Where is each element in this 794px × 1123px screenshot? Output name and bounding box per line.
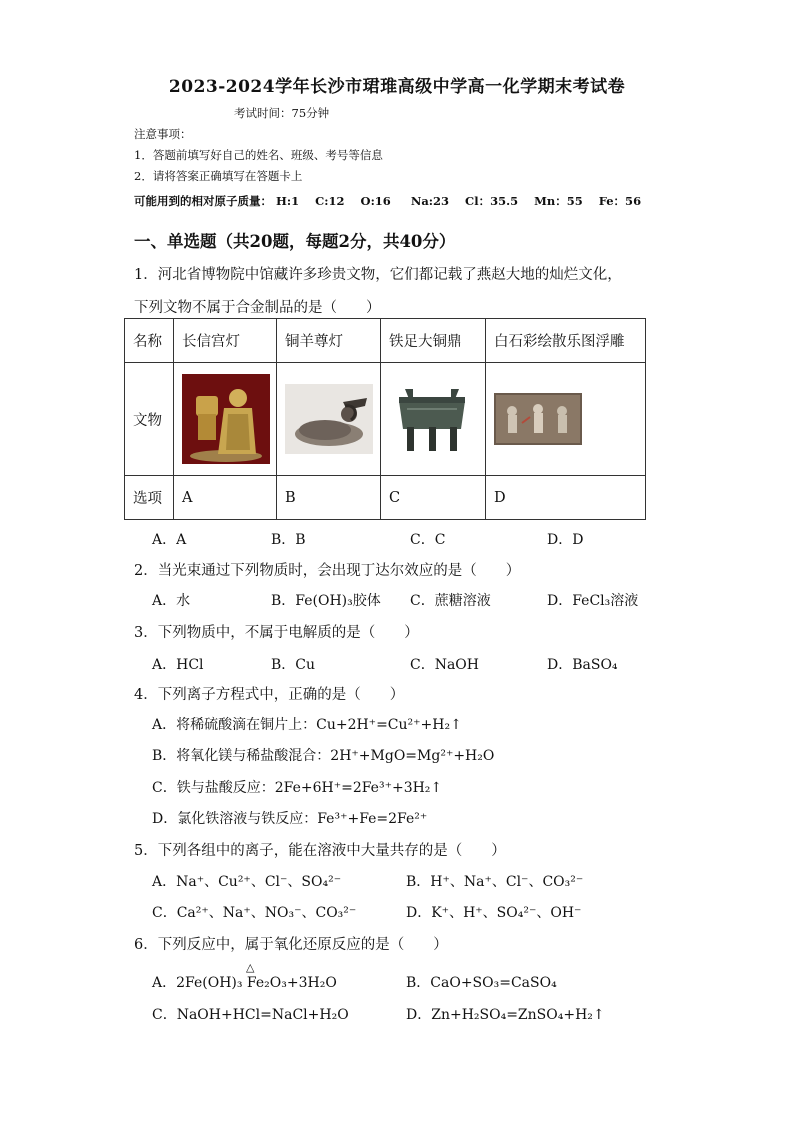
q6-stem: 6．下列反应中，属于氧化还原反应的是（ ） bbox=[134, 937, 448, 953]
q1-option-a[interactable]: A．A bbox=[152, 532, 187, 548]
section-heading: 一、单选题（共20题，每题2分，共40分） bbox=[134, 232, 456, 251]
q4-option-d[interactable]: D．氯化铁溶液与铁反应：Fe³⁺+Fe=2Fe²⁺ bbox=[152, 811, 428, 827]
relic-image-cell-b bbox=[277, 363, 381, 476]
relic-image-cell-a bbox=[174, 363, 277, 476]
relic-letter-d: D bbox=[486, 476, 646, 520]
q1-stem-line1: 1．河北省博物院中馆藏许多珍贵文物，它们都记载了燕赵大地的灿烂文化， bbox=[134, 267, 622, 283]
q5-option-b[interactable]: B．H⁺、Na⁺、Cl⁻、CO₃²⁻ bbox=[406, 874, 584, 890]
q4-stem: 4．下列离子方程式中，正确的是（ ） bbox=[134, 687, 405, 703]
bronze-sheep-lamp-image bbox=[285, 384, 373, 454]
row-header-relic: 文物 bbox=[125, 363, 174, 476]
relic-name-d: 白石彩绘散乐图浮雕 bbox=[486, 319, 646, 363]
q2-option-c[interactable]: C．蔗糖溶液 bbox=[410, 593, 491, 609]
q3-stem: 3．下列物质中，不属于电解质的是（ ） bbox=[134, 625, 419, 641]
notice-item-1: 1．答题前填写好自己的姓名、班级、考号等信息 bbox=[134, 148, 383, 162]
page-title: 2023-2024学年长沙市珺琟高级中学高一化学期末考试卷 bbox=[168, 77, 626, 97]
q6-option-b[interactable]: B．CaO+SO₃=CaSO₄ bbox=[406, 975, 557, 991]
q3-option-c[interactable]: C．NaOH bbox=[410, 657, 479, 673]
q2-option-b[interactable]: B．Fe(OH)₃胶体 bbox=[271, 593, 381, 609]
notice-item-2: 2．请将答案正确填写在答题卡上 bbox=[134, 169, 303, 183]
q2-option-a[interactable]: A．水 bbox=[152, 593, 191, 609]
palace-lamp-image bbox=[182, 374, 270, 464]
q3-option-b[interactable]: B．Cu bbox=[271, 657, 316, 673]
q5-stem: 5．下列各组中的离子，能在溶液中大量共存的是（ ） bbox=[134, 843, 506, 859]
relic-letter-b: B bbox=[277, 476, 381, 520]
relic-image-cell-d bbox=[486, 363, 646, 476]
q4-option-c[interactable]: C．铁与盐酸反应：2Fe+6H⁺=2Fe³⁺+3H₂↑ bbox=[152, 780, 443, 796]
atomic-masses: 可能用到的相对原子质量： H:1 C:12 O:16 Na:23 Cl：35.5 Mn：55 Fe：56 bbox=[134, 194, 642, 208]
q3-option-d[interactable]: D．BaSO₄ bbox=[547, 657, 618, 673]
relic-image-cell-c bbox=[381, 363, 486, 476]
relic-letter-a: A bbox=[174, 476, 277, 520]
relic-letter-c: C bbox=[381, 476, 486, 520]
q5-option-a[interactable]: A．Na⁺、Cu²⁺、Cl⁻、SO₄²⁻ bbox=[152, 874, 342, 890]
q2-option-d[interactable]: D．FeCl₃溶液 bbox=[547, 593, 639, 609]
q6-option-d[interactable]: D．Zn+H₂SO₄=ZnSO₄+H₂↑ bbox=[406, 1007, 605, 1023]
q4-option-b[interactable]: B．将氧化镁与稀盐酸混合：2H⁺+MgO=Mg²⁺+H₂O bbox=[152, 748, 495, 764]
q4-option-a[interactable]: A．将稀硫酸滴在铜片上：Cu+2H⁺=Cu²⁺+H₂↑ bbox=[152, 717, 462, 733]
exam-time: 考试时间：75分钟 bbox=[234, 106, 330, 120]
q1-option-b[interactable]: B．B bbox=[271, 532, 306, 548]
relic-name-c: 铁足大铜鼎 bbox=[381, 319, 486, 363]
q5-option-d[interactable]: D．K⁺、H⁺、SO₄²⁻、OH⁻ bbox=[406, 905, 582, 921]
q6-option-a[interactable]: A．2Fe(OH)₃ Fe₂O₃+3H₂O bbox=[152, 975, 337, 991]
q1-option-d[interactable]: D．D bbox=[547, 532, 584, 548]
q3-option-a[interactable]: A．HCl bbox=[152, 657, 204, 673]
q1-stem-line2: 下列文物不属于合金制品的是（ ） bbox=[134, 300, 381, 316]
q1-option-c[interactable]: C．C bbox=[410, 532, 446, 548]
notice-title: 注意事项： bbox=[134, 127, 192, 141]
row-header-name: 名称 bbox=[125, 319, 174, 363]
relic-name-a: 长信宫灯 bbox=[174, 319, 277, 363]
iron-foot-bronze-ding-image bbox=[389, 383, 475, 455]
heating-symbol: △ bbox=[246, 961, 255, 974]
q6-option-c[interactable]: C．NaOH+HCl=NaCl+H₂O bbox=[152, 1007, 349, 1023]
relics-table bbox=[124, 318, 646, 520]
row-header-option: 选项 bbox=[125, 476, 174, 520]
q2-stem: 2．当光束通过下列物质时，会出现丁达尔效应的是（ ） bbox=[134, 563, 521, 579]
relic-name-b: 铜羊尊灯 bbox=[277, 319, 381, 363]
q5-option-c[interactable]: C．Ca²⁺、Na⁺、NO₃⁻、CO₃²⁻ bbox=[152, 905, 357, 921]
stone-relief-image bbox=[494, 393, 582, 445]
